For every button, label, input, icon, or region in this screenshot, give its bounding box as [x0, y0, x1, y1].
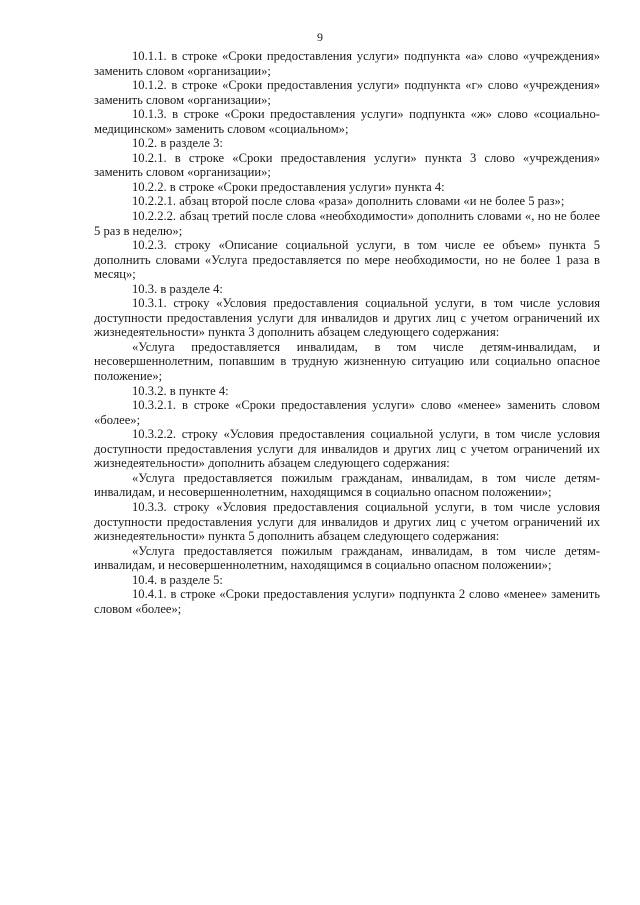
paragraph-10-3-1: 10.3.1. строку «Условия предоставления социальной услуги, в том числе условия доступности предоставления услуги для инвалидов и других лиц с учетом ограничений их жизнедеятельности» пункта 3 дополнить абзацем следующего содержания:	[94, 296, 600, 340]
quoted-paragraph-10-3-2-2: «Услуга предоставляется пожилым гражданам, инвалидам, в том числе детям-инвалидам, и несовершеннолетним, находящимся в социально опасном положении»;	[94, 470, 600, 500]
document-body	[94, 49, 600, 616]
paragraph-10-2-2-2: 10.2.2.2. абзац третий после слова «необходимости» дополнить словами «, но не более 5 раз в неделю»;	[94, 209, 600, 238]
paragraph-10-4: 10.4. в разделе 5:	[132, 572, 223, 587]
paragraph-10-2: 10.2. в разделе 3:	[132, 136, 223, 151]
paragraph-10-3-2-2: 10.3.2.2. строку «Условия предоставления социальной услуги, в том числе условия доступности предоставления услуги для инвалидов и других лиц с учетом ограничений их жизнедеятельности» дополнить абзацем следующего содержания:	[94, 427, 600, 471]
paragraph-10-1-1: 10.1.1. в строке «Сроки предоставления услуги» подпункта «а» слово «учреждения» заменить словом «организации»;	[94, 49, 600, 78]
paragraph-10-1-3: 10.1.3. в строке «Сроки предоставления услуги» подпункта «ж» слово «социально-медицинском» заменить словом «социальном»;	[94, 107, 600, 136]
paragraph-10-1-2: 10.1.2. в строке «Сроки предоставления услуги» подпункта «г» слово «учреждения» заменить словом «организации»;	[94, 78, 600, 107]
paragraph-10-3-3: 10.3.3. строку «Условия предоставления социальной услуги, в том числе условия доступности предоставления услуги для инвалидов и других лиц с учетом ограничений их жизнедеятельности» пункта 5 дополнить абзацем следующего содержания:	[94, 499, 600, 544]
paragraph-10-2-2: 10.2.2. в строке «Сроки предоставления услуги» пункта 4:	[132, 179, 445, 194]
paragraph-10-3-2-1: 10.3.2.1. в строке «Сроки предоставления услуги» слово «менее» заменить словом «более»;	[94, 398, 600, 427]
paragraph-10-2-3: 10.2.3. строку «Описание социальной услуги, в том числе ее объем» пункта 5 дополнить словами «Услуга предоставляется по мере необходимости, но не более 1 раза в месяц»;	[94, 238, 600, 282]
paragraph-10-3-2: 10.3.2. в пункте 4:	[132, 383, 229, 398]
quoted-paragraph-10-3-1: «Услуга предоставляется инвалидам, в том числе детям-инвалидам, и несовершеннолетним, попавшим в трудную жизненную ситуацию или социально опасное положение»;	[94, 339, 600, 384]
paragraph-10-2-1: 10.2.1. в строке «Сроки предоставления услуги» пункта 3 слово «учреждения» заменить словом «организации»;	[94, 150, 600, 180]
paragraph-10-4-1: 10.4.1. в строке «Сроки предоставления услуги» подпункта 2 слово «менее» заменить словом «более»;	[94, 587, 600, 616]
paragraph-10-2-2-1: 10.2.2.1. абзац второй после слова «раза» дополнить словами «и не более 5 раз»;	[132, 194, 565, 209]
quoted-paragraph-10-3-3: «Услуга предоставляется пожилым гражданам, инвалидам, в том числе детям-инвалидам, и несовершеннолетним, находящимся в социально опасном положении»;	[94, 543, 600, 573]
page-number: 9	[317, 30, 323, 44]
paragraph-10-3: 10.3. в разделе 4:	[132, 281, 223, 296]
